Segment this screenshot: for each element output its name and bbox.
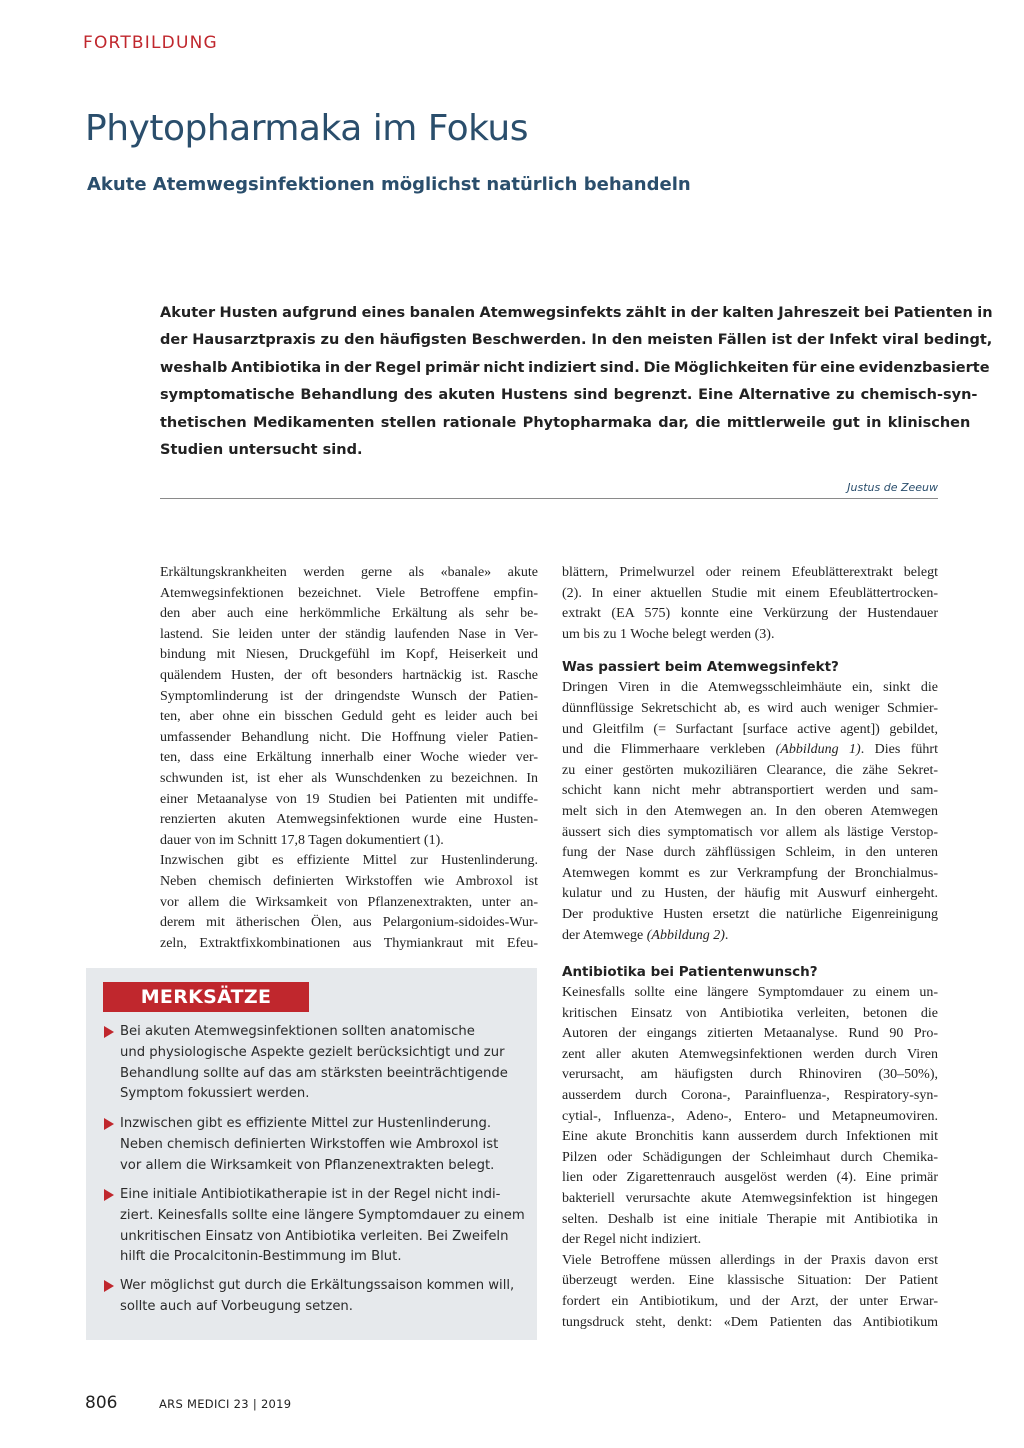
merksatz-line: Bei akuten Atemwegsinfektionen sollten anatomische	[120, 1024, 475, 1039]
text-line: Symptomlinderung ist der dringendste Wunsch der Patien-	[160, 688, 538, 704]
text-line: bindung mit Niesen, Druckgefühl im Kopf, Heiserkeit und	[160, 647, 538, 663]
section-heading: Antibiotika bei Patientenwunsch?	[562, 964, 818, 981]
text-line: tungsdruck steht, denkt: «Dem Patienten das Antibiotikum	[562, 1314, 938, 1330]
merksatz-line: und physiologische Aspekte gezielt berücksichtigt und zur	[120, 1044, 505, 1060]
lead-line: der Hausarztpraxis zu den häufigsten Beschwerden. In den meisten Fällen ist der Infekt viral bedingt,	[160, 332, 993, 349]
bullet-triangle-icon	[104, 1026, 114, 1038]
merksatz-line: Eine initiale Antibiotikatherapie ist in der Regel nicht indi-	[120, 1187, 501, 1202]
lead-line: symptomatische Behandlung des akuten Hustens sind begrenzt. Eine Alternative zu chemisch-syn-	[160, 387, 978, 404]
merksatz-text	[120, 1276, 534, 1318]
text-line: dünnflüssige Sekretschicht ab, es wird auch weniger Schmier-	[562, 700, 938, 716]
merksatz-line: Neben chemisch definierten Wirkstoffen wie Ambroxol ist	[120, 1136, 499, 1152]
text-line: und Gleitfilm (= Surfactant [surface active agent]) gebildet,	[562, 721, 938, 737]
bullet-triangle-icon	[104, 1280, 114, 1292]
text-line: überzeugt werden. Eine klassische Situation: Der Patient	[562, 1273, 938, 1289]
author-byline: Justus de Zeeuw	[847, 481, 938, 494]
lead-line: Akuter Husten aufgrund eines banalen Atemwegsinfekts zählt in der kalten Jahreszeit bei Patienten in	[160, 305, 993, 321]
text-line: derem mit ätherischen Ölen, aus Pelargonium-sidoides-Wur-	[160, 915, 538, 931]
merksatz-text	[120, 1185, 534, 1268]
text-line: melt sich in den Atemwegen an. In den oberen Atemwegen	[562, 803, 938, 819]
merksatz-text	[120, 1022, 534, 1105]
lead-line: Studien untersucht sind.	[160, 442, 363, 459]
text-line: schwunden ist, ist eher als Wunschdenken zu bezeichnen. In	[160, 770, 538, 786]
text-line: Autoren der eingangs zitierten Metaanalyse. Rund 90 Pro-	[562, 1026, 938, 1042]
text-line: Dringen Viren in die Atemwegsschleimhäute ein, sinkt die	[562, 680, 938, 696]
lead-line: thetischen Medikamenten stellen rationale Phytopharmaka dar, die mittlerweile gut in klinischen	[160, 414, 971, 431]
text-line: den aber auch eine herkömmliche Erkältung als sehr be-	[160, 606, 538, 622]
merksatz-line: hilft die Procalcitonin-Bestimmung im Blut.	[120, 1249, 402, 1265]
text-line: äussert sich dies symptomatisch vor allem als lästige Verstop-	[562, 824, 938, 840]
text-line: lastend. Sie leiden unter der ständig laufenden Nase in Ver-	[160, 626, 538, 642]
text-line: schicht kann nicht mehr abtransportiert werden und sam-	[562, 783, 938, 799]
text-line: ten, dass eine Erkältung innerhalb einer Woche wieder ver-	[160, 750, 538, 766]
section-heading: Was passiert beim Atemwegsinfekt?	[562, 659, 839, 676]
lead-line: weshalb Antibiotika in der Regel primär nicht indiziert sind. Die Möglichkeiten für eine evidenzbasierte	[160, 359, 990, 376]
merksatz-line: vor allem die Wirksamkeit von Pflanzenextrakten belegt.	[120, 1157, 495, 1173]
merksatz-line: ziert. Keinesfalls sollte eine längere Symptomdauer zu einem	[120, 1207, 525, 1223]
text-line: blättern, Primelwurzel oder reinem Efeublätterextrakt belegt	[562, 565, 938, 580]
text-line: um bis zu 1 Woche belegt werden (3).	[562, 626, 775, 642]
text-line: bakteriell verursachte akute Atemwegsinfektion ist hingegen	[562, 1191, 938, 1207]
journal-name: ARS MEDICI 23 | 2019	[159, 1397, 292, 1411]
merksatz-item	[104, 1185, 534, 1268]
text-line: Atemwegen kommt es zur Verkrampfung der Bronchialmus-	[562, 865, 938, 881]
text-line: Atemwegsinfektionen bezeichnet. Viele Betroffene empfin-	[160, 585, 538, 601]
text-line: selten. Deshalb ist eine initiale Therapie mit Antibiotika in	[562, 1211, 938, 1227]
body-column-right	[562, 563, 938, 1333]
text-line: Keinesfalls sollte eine längere Symptomdauer zu einem un-	[562, 985, 938, 1001]
text-line: und die Flimmerhaare verkleben (Abbildung 1). Dies führt	[562, 742, 938, 758]
article-title: Phytopharmaka im Fokus	[85, 108, 528, 149]
merksatz-line: sollte auch auf Vorbeugung setzen.	[120, 1298, 353, 1314]
text-line: extrakt (EA 575) konnte eine Verkürzung der Hustendauer	[562, 606, 938, 622]
text-line: (2). In einer aktuellen Studie mit einem Efeublättertrocken-	[562, 585, 938, 601]
merksaetze-label: MERKSÄTZE	[103, 982, 309, 1012]
text-line: umfassender Behandlung nicht. Die Hoffnung vieler Patien-	[160, 729, 538, 745]
text-line: kulatur und zu Husten, der häufig mit Auswurf einhergeht.	[562, 886, 938, 902]
text-line: zu einer gestörten mukoziliären Clearance, die zähe Sekret-	[562, 762, 938, 778]
merksatz-line: Behandlung sollte auf das am stärksten beeinträchtigende	[120, 1065, 508, 1081]
text-line: kritischen Einsatz von Antibiotika verleiten, betonen die	[562, 1005, 938, 1021]
text-line: vor allem die Wirksamkeit von Pflanzenextrakten, unter an-	[160, 894, 538, 910]
merksatz-item	[104, 1276, 534, 1318]
text-line: ausserdem durch Corona-, Parainfluenza-, Respiratory-syn-	[562, 1088, 938, 1104]
bullet-triangle-icon	[104, 1118, 114, 1130]
merksatz-line: unkritischen Einsatz von Antibiotika verleiten. Bei Zweifeln	[120, 1228, 509, 1244]
text-line: Viele Betroffene müssen allerdings in der Praxis davon erst	[562, 1252, 938, 1268]
merksatz-text	[120, 1114, 534, 1176]
text-line: der Regel nicht indiziert.	[562, 1232, 702, 1248]
text-line: Erkältungskrankheiten werden gerne als «banale» akute	[160, 565, 538, 580]
text-line: lien oder Zigarettenrauch ausgelöst werden (4). Eine primär	[562, 1170, 938, 1186]
text-line: zent aller akuten Atemwegsinfektionen werden durch Viren	[562, 1046, 938, 1062]
body-column-left	[160, 563, 538, 954]
divider	[160, 498, 938, 499]
text-line: der Atemwege (Abbildung 2).	[562, 927, 729, 943]
text-line: Neben chemisch definierten Wirkstoffen wie Ambroxol ist	[160, 873, 538, 889]
text-line: verursacht, am häufigsten durch Rhinoviren (30–50%),	[562, 1067, 938, 1083]
merksatz-line: Wer möglichst gut durch die Erkältungssaison kommen will,	[120, 1278, 515, 1293]
merksatz-item	[104, 1022, 534, 1105]
text-line: Der produktive Husten ersetzt die natürliche Eigenreinigung	[562, 906, 938, 922]
text-line: Inzwischen gibt es effiziente Mittel zur Hustenlinderung.	[160, 853, 538, 869]
text-line: ten, aber ohne ein bisschen Geduld geht es leider auch bei	[160, 709, 538, 725]
text-line: fung der Nase durch zähflüssigen Schleim, in den unteren	[562, 845, 938, 861]
text-line: einer Metaanalyse von 19 Studien bei Patienten mit undiffe-	[160, 791, 538, 807]
page-number: 806	[85, 1393, 118, 1413]
text-line: cytial-, Influenza-, Adeno-, Entero- und Metapneumoviren.	[562, 1108, 938, 1124]
text-line: Pilzen oder Schädigungen der Schleimhaut durch Chemika-	[562, 1149, 938, 1165]
merksatz-line: Inzwischen gibt es effiziente Mittel zur Hustenlinderung.	[120, 1116, 492, 1131]
text-line: zeln, Extraktfixkombinationen aus Thymiankraut mit Efeu-	[160, 935, 538, 951]
section-label: FORTBILDUNG	[83, 33, 218, 53]
article-subtitle: Akute Atemwegsinfektionen möglichst natürlich behandeln	[87, 174, 691, 195]
merksatz-item	[104, 1114, 534, 1176]
text-line: quälendem Husten, der oft besonders hartnäckig ist. Rasche	[160, 667, 538, 683]
text-line: Eine akute Bronchitis kann ausserdem durch Infektionen mit	[562, 1129, 938, 1145]
merksatz-line: Symptom fokussiert werden.	[120, 1086, 310, 1102]
text-line: renzierten akuten Atemwegsinfektionen wurde eine Husten-	[160, 812, 538, 828]
lead-paragraph	[160, 300, 993, 464]
bullet-triangle-icon	[104, 1189, 114, 1201]
text-line: dauer von im Schnitt 17,8 Tagen dokumentiert (1).	[160, 832, 444, 848]
text-line: fordert ein Antibiotikum, und der Arzt, der unter Erwar-	[562, 1294, 938, 1309]
